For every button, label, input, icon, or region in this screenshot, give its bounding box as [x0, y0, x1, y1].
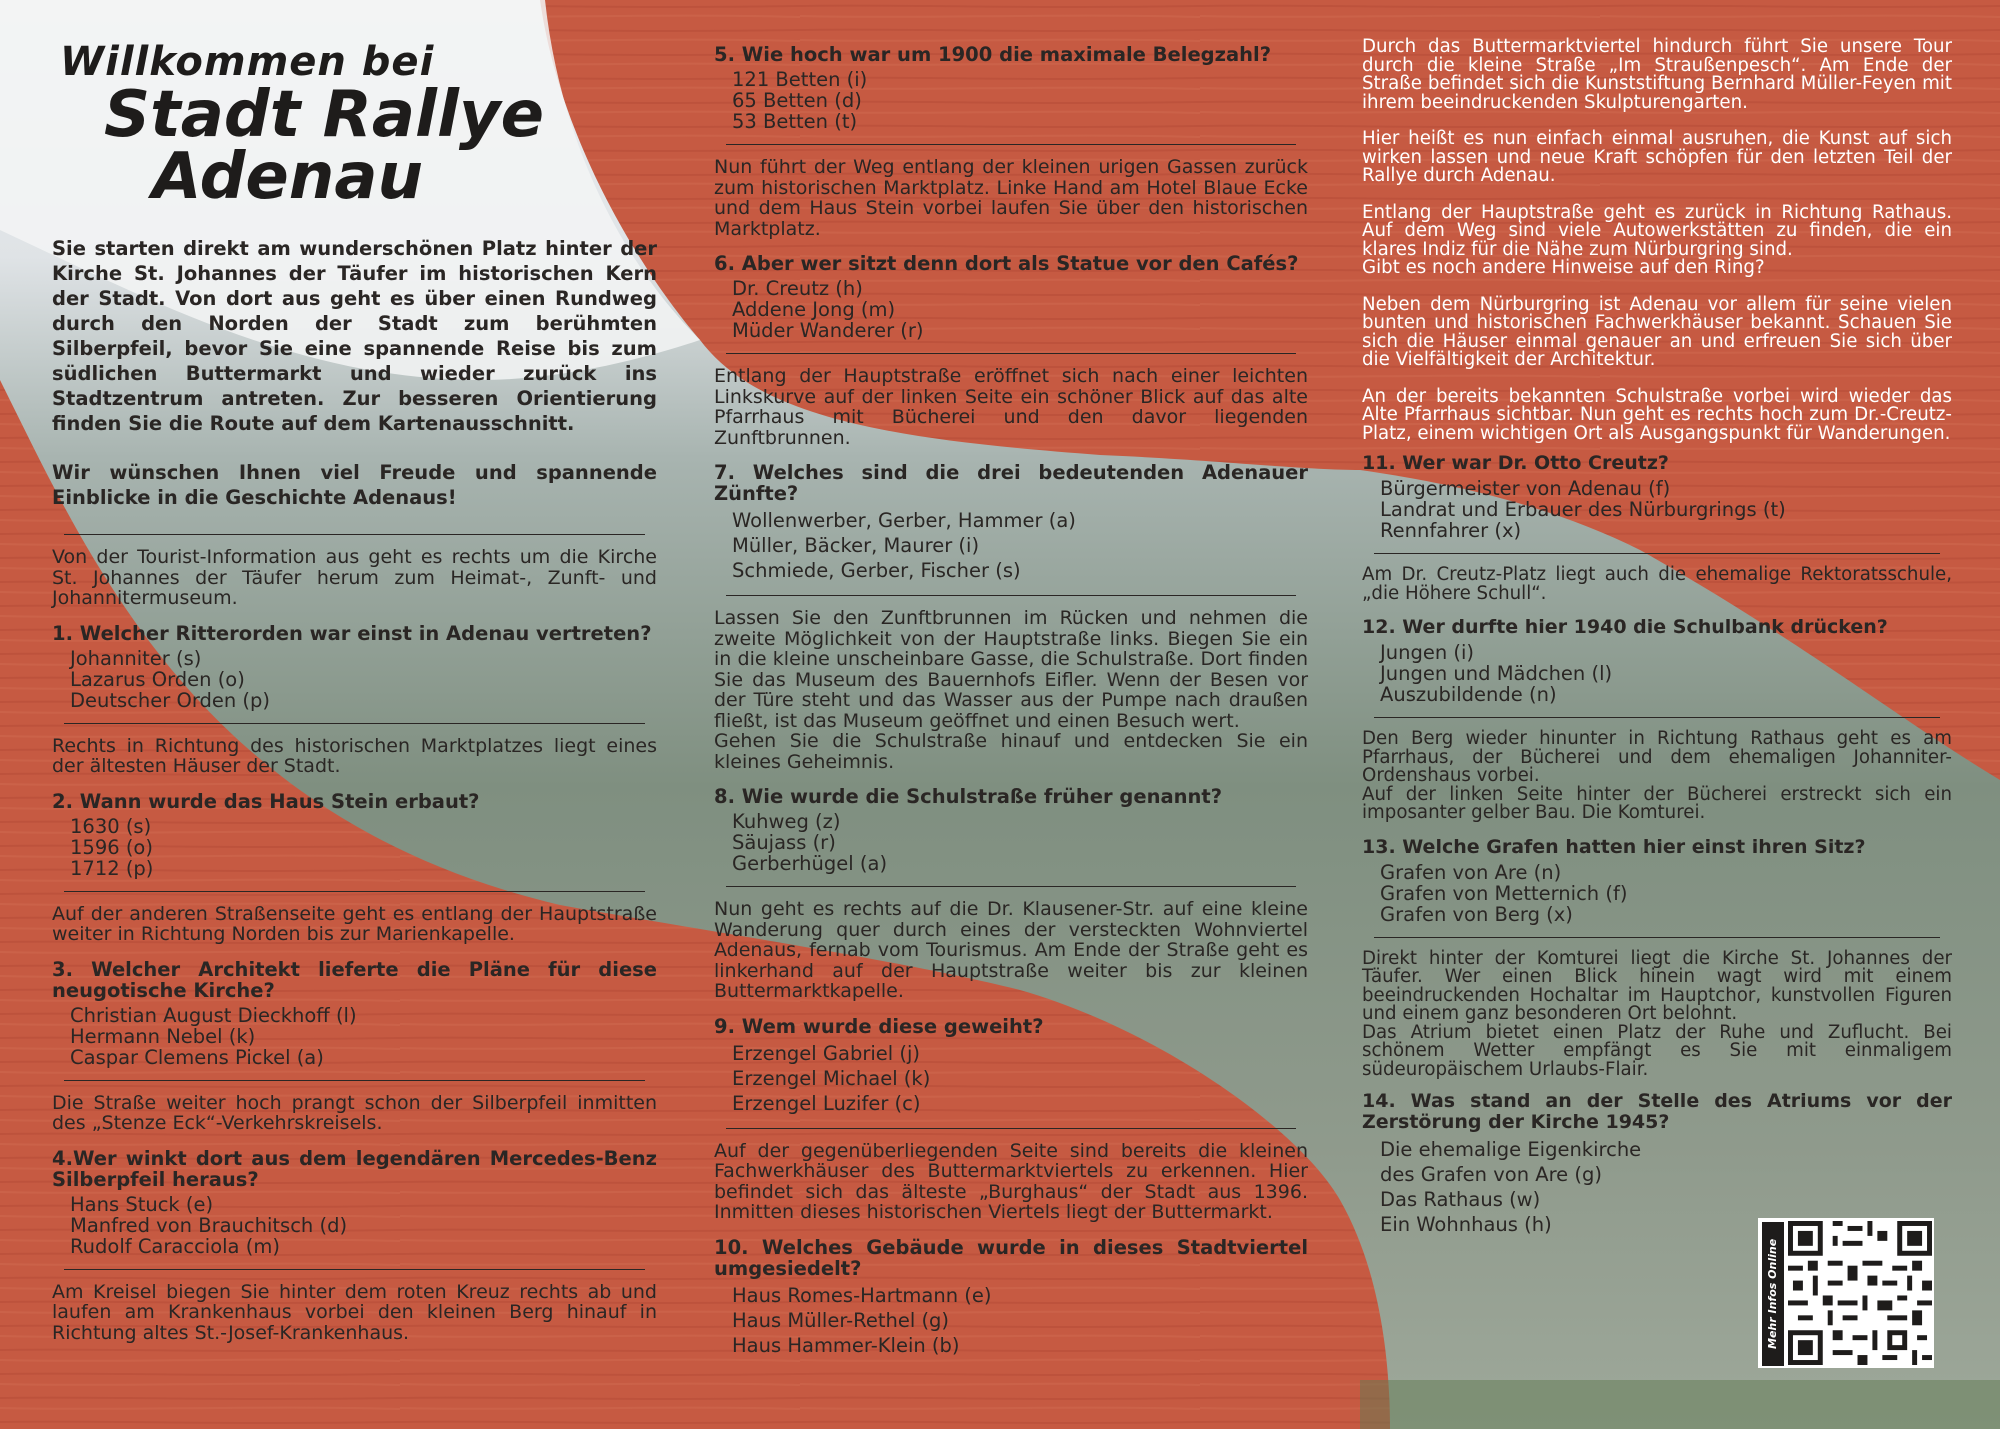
answer-option: Rennfahrer (x) — [1380, 519, 1522, 542]
answer-option: Müder Wanderer (r) — [732, 319, 924, 342]
answer-option: Kuhweg (z) — [732, 810, 841, 833]
question-11: 11. Wer war Dr. Otto Creutz? — [1362, 452, 1669, 474]
answer-option: 1630 (s) — [70, 814, 152, 838]
answer-option: Haus Hammer-Klein (b) — [732, 1333, 960, 1357]
divider — [1374, 937, 1940, 938]
question-8: 8. Wie wurde die Schulstraße früher genannt? — [714, 785, 1223, 808]
qr-label: Mehr Infos Online — [1762, 1222, 1784, 1366]
divider — [1374, 553, 1940, 554]
route-text-3: Auf der anderen Straßenseite geht es entlang der Hauptstraße weiter in Richtung Norden bis zur Marienkapelle. — [52, 902, 657, 945]
question-3: 3. Welcher Architekt lieferte die Pläne für diese neugotische Kirche? — [52, 957, 657, 1002]
answer-option: 121 Betten (i) — [732, 68, 868, 91]
answer-option: Jungen und Mädchen (l) — [1380, 662, 1613, 685]
route-text-12: Am Dr. Creutz-Platz liegt auch die ehemalige Rektoratsschule, „die Höhere Schull“. — [1362, 564, 1952, 604]
answer-option: Rudolf Caracciola (m) — [70, 1234, 280, 1258]
question-7: 7. Welches sind die drei bedeutenden Adenauer Zünfte? — [714, 461, 1308, 505]
question-9: 9. Wem wurde diese geweiht? — [714, 1014, 1044, 1038]
question-10: 10. Welches Gebäude wurde in dieses Stadtviertel umgesiedelt? — [714, 1235, 1308, 1280]
answer-option: Haus Müller-Rethel (g) — [732, 1308, 950, 1332]
route-text-para: Hier heißt es nun einfach einmal ausruhen, die Kunst auf sich wirken lassen und neue Kraft schöpfen für den letzten Teil der Rallye durch Adenau. — [1362, 128, 1952, 186]
answer-option: Gerberhügel (a) — [732, 852, 888, 875]
route-text-para: Durch das Buttermarktviertel hindurch führt Sie unsere Tour durch die kleine Straße „Im Straußenpesch“. Am Ende der Straße befindet sich die Kunststiftung Bernhard Müller-Feyen mit ihrem beeindruckenden Skulpturengarten. — [1362, 36, 1952, 113]
answer-option: Auszubildende (n) — [1380, 683, 1557, 706]
divider — [726, 144, 1296, 145]
route-text-10: Auf der gegenüberliegenden Seite sind bereits die kleinen Fachwerkhäuser des Buttermarktviertels zu erkennen. Hier befindet sich das älteste „Burghaus“ der Stadt aus 1396. Inmitten dieses historischen Viertels liegt der Buttermarkt. — [714, 1139, 1308, 1223]
route-text-5: Am Kreisel biegen Sie hinter dem roten Kreuz rechts ab und laufen am Krankenhaus vorbei den kleinen Berg hinauf in Richtung altes St.-Josef-Krankenhaus. — [52, 1280, 657, 1344]
route-text-para: Entlang der Hauptstraße geht es zurück in Richtung Rathaus. Auf dem Weg sind viele Autowerkstätten zu finden, die ein klares Indiz für die Nähe zum Nürburgring sind. Gibt es noch andere Hinweise auf den Ring? — [1362, 201, 1952, 278]
intro-greeting: Wir wünschen Ihnen viel Freude und spannende Einblicke in die Geschichte Adenaus! — [52, 461, 657, 509]
answer-option: Müller, Bäcker, Maurer (i) — [732, 534, 980, 557]
answer-option: Das Rathaus (w) — [1380, 1188, 1541, 1211]
answer-option: Erzengel Michael (k) — [732, 1066, 931, 1090]
divider — [64, 1269, 645, 1270]
answer-option: Caspar Clemens Pickel (a) — [70, 1045, 324, 1069]
answer-option: Die ehemalige Eigenkirche — [1380, 1138, 1642, 1161]
title-line-1: Willkommen bei — [60, 39, 435, 85]
route-text-8: Lassen Sie den Zunftbrunnen im Rücken und nehmen die zweite Möglichkeit von der Hauptstraße links. Biegen Sie ein in die kleine unscheinbare Gasse, die Schulstraße. Dort finden Sie das Museum des Bauernhofs Eifler. Wenn der Besen vor der Türe steht und das Wasser aus der Pumpe nach draußen fließt, ist das Museum geöffnet und einen Besuch wert. — [714, 607, 1308, 732]
divider — [1374, 717, 1940, 718]
divider — [726, 886, 1296, 887]
route-text-para: An der bereits bekannten Schulstraße vorbei wird wieder das Alte Pfarrhaus sichtbar. Nun geht es rechts hoch zum Dr.-Creutz-Platz, einem wichtigen Ort als Ausgangspunkt für Wanderungen. — [1362, 385, 1952, 444]
divider — [64, 891, 645, 892]
divider — [726, 1128, 1296, 1129]
route-text-13: Den Berg wieder hinunter in Richtung Rathaus geht es am Pfarrhaus, der Bücherei und dem ehemaligen Johanniter-Ordenshaus vorbei. Auf der linken Seite hinter der Bücherei erstreckt sich ein imposanter gelber Bau. Die Komturei. — [1362, 728, 1952, 823]
route-text-7: Entlang der Hauptstraße eröffnet sich nach einer leichten Linkskurve auf der linken Seite ein schöner Blick auf das alte Pfarrhaus mit Bücherei und den davor liegenden Zunftbrunnen. — [714, 365, 1308, 449]
title-line-2: Stadt Rallye — [104, 78, 545, 152]
route-text-1: Von der Tourist-Information aus geht es rechts um die Kirche St. Johannes der Täufer herum zum Heimat-, Zunft- und Johannitermuseum. — [52, 546, 657, 609]
question-5: 5. Wie hoch war um 1900 die maximale Belegzahl? — [714, 43, 1272, 66]
answer-option: Ein Wohnhaus (h) — [1380, 1213, 1552, 1236]
answer-option: Hans Stuck (e) — [70, 1192, 214, 1216]
answer-option: Erzengel Gabriel (j) — [732, 1041, 921, 1065]
divider — [64, 723, 645, 724]
route-text-4: Die Straße weiter hoch prangt schon der Silberpfeil inmitten des „Stenze Eck“-Verkehrskreisels. — [52, 1091, 657, 1134]
answer-option: Addene Jong (m) — [732, 298, 896, 321]
answer-option: Deutscher Orden (p) — [70, 688, 271, 712]
answer-option: Manfred von Brauchitsch (d) — [70, 1213, 348, 1237]
answer-option: 53 Betten (t) — [732, 110, 858, 133]
qr-code-icon[interactable] — [1788, 1220, 1932, 1366]
column-middle — [714, 40, 1308, 1358]
title-line-3: Adenau — [152, 140, 424, 214]
question-4: 4.Wer winkt dort aus dem legendären Mercedes-Benz Silberpfeil heraus? — [52, 1146, 657, 1191]
answer-option: 1596 (o) — [70, 835, 153, 859]
answer-option: Erzengel Luzifer (c) — [732, 1091, 921, 1115]
route-text-14: Direkt hinter der Komturei liegt die Kirche St. Johannes der Täufer. Wer einen Blick hinein wagt wird mit einem beeindruckenden Hochaltar im Hauptchor, kunstvollen Figuren und einem ganz besonderen Ort belohnt. Das Atrium bietet einen Platz der Ruhe und Zuflucht. Bei schönem Wetter empfängt es Sie mit einmaligem südeuropäischem Urlaubs-Flair. — [1362, 947, 1952, 1080]
route-text-2: Rechts in Richtung des historischen Marktplatzes liegt eines der ältesten Häuser der Stadt. — [52, 734, 657, 777]
answer-option: Jungen (i) — [1380, 641, 1475, 664]
answer-option: Grafen von Metternich (f) — [1380, 881, 1628, 905]
divider — [64, 1080, 645, 1081]
question-6: 6. Aber wer sitzt denn dort als Statue vor den Cafés? — [714, 252, 1299, 275]
answer-option: Hermann Nebel (k) — [70, 1024, 256, 1048]
answer-option: 1712 (p) — [70, 856, 154, 880]
bottom-grass — [1360, 1380, 2000, 1429]
divider — [64, 534, 645, 535]
answer-option: Schmiede, Gerber, Fischer (s) — [732, 559, 1021, 582]
question-12: 12. Wer durfte hier 1940 die Schulbank drücken? — [1362, 616, 1888, 638]
answer-option: Grafen von Berg (x) — [1380, 902, 1573, 926]
question-14: 14. Was stand an der Stelle des Atriums vor der Zerstörung der Kirche 1945? — [1362, 1090, 1952, 1133]
answer-option: 65 Betten (d) — [732, 89, 862, 112]
question-1: 1. Welcher Ritterorden war einst in Adenau vertreten? — [52, 621, 652, 645]
answer-option: Bürgermeister von Adenau (f) — [1380, 477, 1671, 500]
question-13: 13. Welche Grafen hatten hier einst ihren Sitz? — [1362, 835, 1866, 858]
answer-option: Lazarus Orden (o) — [70, 667, 245, 691]
route-text-para: Neben dem Nürburgring ist Adenau vor allem für seine vielen bunten und historischen Fachwerkhäuser bekannt. Schauen Sie sich die Häuser einmal genauer an und erfreuen Sie sich über die Vielfältigkeit der Architektur. — [1362, 293, 1952, 370]
answer-option: Wollenwerber, Gerber, Hammer (a) — [732, 509, 1076, 532]
answer-option: Dr. Creutz (h) — [732, 277, 863, 300]
divider — [726, 595, 1296, 596]
answer-option: Landrat und Erbauer des Nürburgrings (t) — [1380, 498, 1786, 521]
route-text-6: Nun führt der Weg entlang der kleinen urigen Gassen zurück zum historischen Marktplatz. Linke Hand am Hotel Blaue Ecke und dem Haus Stein vorbei laufen Sie über den historischen Marktplatz. — [714, 156, 1308, 240]
answer-option: Johanniter (s) — [70, 646, 202, 670]
answer-option: Grafen von Are (n) — [1380, 860, 1562, 884]
answer-option: des Grafen von Are (g) — [1380, 1163, 1602, 1186]
column-left — [52, 40, 657, 1343]
answer-option: Haus Romes-Hartmann (e) — [732, 1283, 992, 1307]
intro-paragraph: Sie starten direkt am wunderschönen Platz hinter der Kirche St. Johannes der Täufer im historischen Kern der Stadt. Von dort aus geht es über einen Rundweg durch den Norden der Stadt zum berühmten Silberpfeil, bevor Sie eine spannende Reise bis zum südlichen Buttermarkt und wieder zurück ins Stadtzentrum antreten. Zur besseren Orientierung finden Sie die Route auf dem Kartenausschnitt. — [52, 237, 657, 435]
answer-option: Säujass (r) — [732, 831, 836, 854]
column-right — [1362, 38, 1952, 1237]
question-2: 2. Wann wurde das Haus Stein erbaut? — [52, 789, 480, 813]
route-text-9: Nun geht es rechts auf die Dr. Klausener-Str. auf eine kleine Wanderung quer durch eines der versteckten Wohnviertel Adenaus, fernab vom Tourismus. Am Ende der Straße geht es linkerhand auf der Hauptstraße weiter bis zur kleinen Buttermarktkapelle. — [714, 898, 1308, 1002]
answer-option: Christian August Dieckhoff (l) — [70, 1003, 357, 1027]
divider — [726, 353, 1296, 354]
route-text-8b: Gehen Sie die Schulstraße hinauf und entdecken Sie ein kleines Geheimnis. — [714, 730, 1308, 773]
